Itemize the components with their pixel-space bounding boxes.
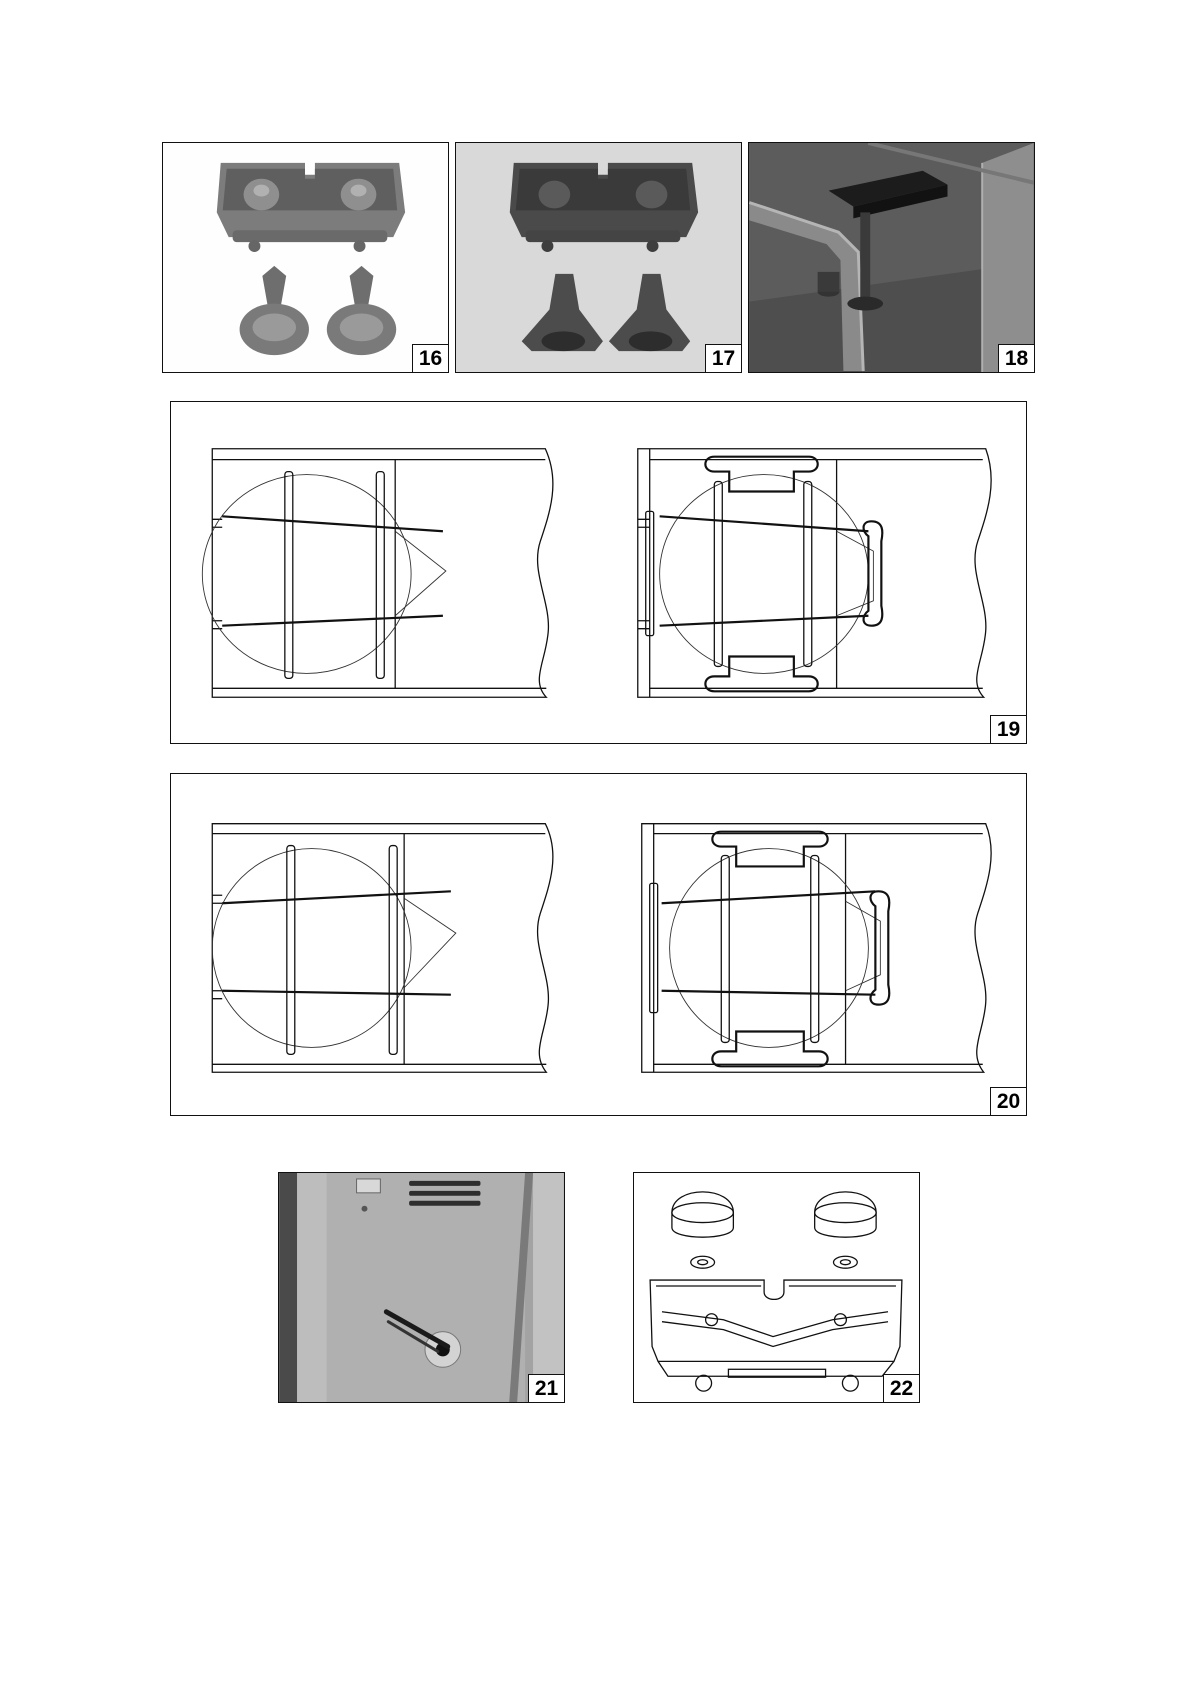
figure-number: 17: [705, 344, 741, 372]
figure-number: 21: [528, 1374, 564, 1402]
trivet-assembly-right: [638, 449, 991, 698]
burner-pan-photo-illustration: [163, 143, 448, 372]
figure-19-diagram: [170, 401, 1027, 744]
figure-number: 16: [412, 344, 448, 372]
figure-number: 18: [998, 344, 1034, 372]
figure-number: 20: [990, 1087, 1026, 1115]
trivet-position-diagram: [171, 402, 1026, 743]
trivet-assembly-left: [212, 824, 553, 1073]
figure-21-photo: [278, 1172, 565, 1403]
burner-pan-exploded-diagram: [634, 1173, 919, 1402]
burner-pan-photo-illustration: [456, 143, 741, 372]
figure-number: 22: [883, 1374, 919, 1402]
thermocouple-bracket-photo-illustration: [749, 143, 1034, 372]
figure-17-photo: [455, 142, 742, 373]
trivet-assembly-right: [642, 824, 991, 1073]
side-panel-photo-illustration: [279, 1173, 564, 1402]
figure-18-photo: [748, 142, 1035, 373]
figure-22-diagram: [633, 1172, 920, 1403]
figure-20-diagram: [170, 773, 1027, 1116]
figure-number: 19: [990, 715, 1026, 743]
figure-16-photo: [162, 142, 449, 373]
trivet-position-diagram: [171, 774, 1026, 1115]
trivet-assembly-left: [202, 449, 553, 698]
